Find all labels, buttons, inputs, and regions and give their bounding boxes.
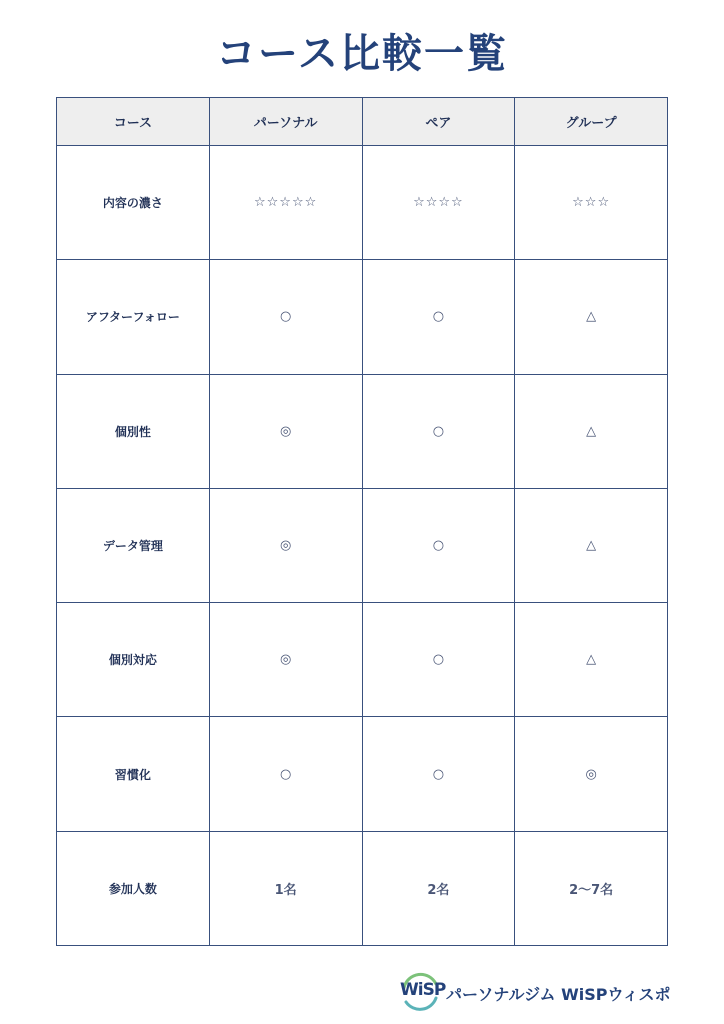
rating-symbol: ○	[362, 603, 515, 717]
participant-count: 1名	[209, 831, 362, 945]
participant-count: 2名	[362, 831, 515, 945]
row-label: データ管理	[57, 488, 210, 602]
table-row	[57, 603, 668, 717]
rating-stars: ☆☆☆☆	[362, 146, 515, 260]
header-course: コース	[57, 98, 210, 146]
row-label: 個別性	[57, 374, 210, 488]
table-row	[57, 717, 668, 831]
row-label: 参加人数	[57, 831, 210, 945]
rating-symbol: △	[515, 488, 668, 602]
footer-brand	[396, 970, 712, 1014]
rating-symbol: △	[515, 260, 668, 374]
header-group: グループ	[515, 98, 668, 146]
table-row	[57, 488, 668, 602]
table-row	[57, 146, 668, 260]
rating-symbol: ○	[209, 260, 362, 374]
wisp-logo	[396, 970, 444, 1014]
row-label: アフターフォロー	[57, 260, 210, 374]
rating-symbol: ◎	[209, 374, 362, 488]
rating-symbol: ◎	[515, 717, 668, 831]
table-header-row	[57, 98, 668, 146]
rating-symbol: △	[515, 374, 668, 488]
table-row	[57, 260, 668, 374]
page-title: コース比較一覧	[216, 31, 508, 77]
table-row	[57, 831, 668, 945]
row-label: 習慣化	[57, 717, 210, 831]
course-comparison-table	[56, 97, 668, 946]
rating-symbol: ○	[362, 374, 515, 488]
rating-symbol: ○	[362, 488, 515, 602]
rating-symbol: △	[515, 603, 668, 717]
rating-symbol: ◎	[209, 488, 362, 602]
rating-symbol: ○	[362, 717, 515, 831]
header-personal: パーソナル	[209, 98, 362, 146]
row-label: 内容の濃さ	[57, 146, 210, 260]
brand-name: パーソナルジム WiSPウィスポ	[446, 985, 671, 1004]
logo-text: WiSP	[400, 980, 446, 1000]
row-label: 個別対応	[57, 603, 210, 717]
rating-symbol: ○	[209, 717, 362, 831]
rating-symbol: ○	[362, 260, 515, 374]
table-row	[57, 374, 668, 488]
participant-count: 2〜7名	[515, 831, 668, 945]
header-pair: ペア	[362, 98, 515, 146]
rating-stars: ☆☆☆	[515, 146, 668, 260]
rating-stars: ☆☆☆☆☆	[209, 146, 362, 260]
rating-symbol: ◎	[209, 603, 362, 717]
